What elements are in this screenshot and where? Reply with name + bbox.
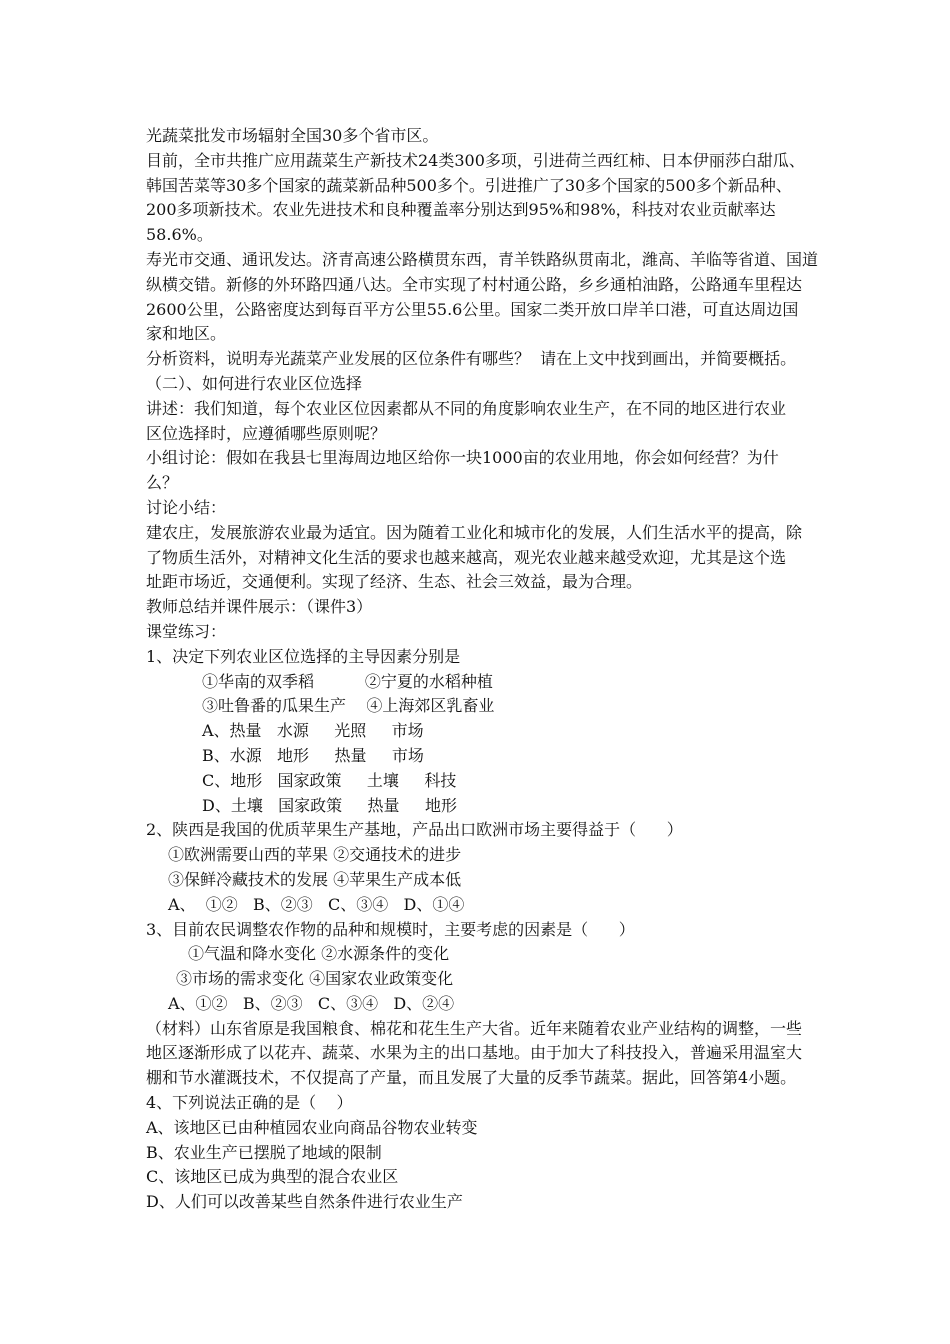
- text-line: 教师总结并课件展示：（课件3）: [146, 597, 373, 617]
- text-line: A、热量 水源 光照 市场: [202, 721, 424, 741]
- text-line: 4、下列说法正确的是（ ）: [146, 1093, 353, 1113]
- text-line: A、该地区已由种植园农业向商品谷物农业转变: [146, 1117, 478, 1137]
- text-line: 58.6%。: [146, 225, 213, 245]
- text-line: 地区逐渐形成了以花卉、蔬菜、水果为主的出口基地。由于加大了科技投入，普遍采用温室大: [146, 1043, 803, 1063]
- text-line: 小组讨论：假如在我县七里海周边地区给你一块1000亩的农业用地，你会如何经营？为什: [146, 448, 779, 468]
- text-line: 目前，全市共推广应用蔬菜生产新技术24类300多项，引进荷兰西红柿、日本伊丽莎白甜瓜、: [146, 150, 805, 170]
- text-line: ③保鲜冷藏技术的发展 ④苹果生产成本低: [168, 869, 462, 889]
- text-line: 2、陕西是我国的优质苹果生产基地，产品出口欧洲市场主要得益于（ ）: [146, 820, 683, 840]
- text-line: 么？: [146, 473, 179, 493]
- text-line: B、水源 地形 热量 市场: [202, 745, 424, 765]
- text-line: ①欧洲需要山西的苹果 ②交通技术的进步: [168, 845, 462, 865]
- text-line: ①华南的双季稻 ②宁夏的水稻种植: [202, 671, 493, 691]
- text-line: D、人们可以改善某些自然条件进行农业生产: [146, 1192, 463, 1212]
- text-line: 讲述：我们知道，每个农业区位因素都从不同的角度影响农业生产，在不同的地区进行农业: [146, 398, 787, 418]
- text-line: 址距市场近，交通便利。实现了经济、生态、社会三效益，最为合理。: [146, 572, 643, 592]
- text-line: D、土壤 国家政策 热量 地形: [202, 795, 457, 815]
- text-line: C、地形 国家政策 土壤 科技: [202, 770, 457, 790]
- text-line: （二）、如何进行农业区位选择: [146, 373, 363, 393]
- text-line: 纵横交错。新修的外环路四通八达。全市实现了村村通公路，乡乡通柏油路，公路通车里程达: [146, 274, 803, 294]
- text-line: C、该地区已成为典型的混合农业区: [146, 1167, 399, 1187]
- text-line: 寿光市交通、通讯发达。济青高速公路横贯东西，青羊铁路纵贯南北，潍高、羊临等省道、国道: [146, 249, 819, 269]
- text-line: 了物质生活外，对精神文化生活的要求也越来越高，观光农业越来越受欢迎，尤其是这个选: [146, 547, 787, 567]
- text-line: ①气温和降水变化 ②水源条件的变化: [188, 944, 450, 964]
- text-line: 200多项新技术。农业先进技术和良种覆盖率分别达到95%和98%，科技对农业贡献率达: [146, 200, 776, 220]
- text-line: 讨论小结：: [146, 497, 227, 517]
- text-line: ③吐鲁番的瓜果生产 ④上海郊区乳畜业: [202, 696, 495, 716]
- text-line: 区位选择时，应遵循哪些原则呢？: [146, 423, 387, 443]
- text-line: （材料）山东省原是我国粮食、棉花和花生生产大省。近年来随着农业产业结构的调整，一些: [146, 1018, 803, 1038]
- text-line: 分析资料，说明寿光蔬菜产业发展的区位条件有哪些？ 请在上文中找到画出，并简要概括。: [146, 349, 797, 369]
- text-line: A、 ①② B、②③ C、③④ D、①④: [168, 894, 465, 914]
- text-line: ③市场的需求变化 ④国家农业政策变化: [176, 969, 454, 989]
- text-line: 韩国苦菜等30多个国家的蔬菜新品种500多个。引进推广了30多个国家的500多个新品种、: [146, 175, 792, 195]
- text-line: 棚和节水灌溉技术，不仅提高了产量，而且发展了大量的反季节蔬菜。据此，回答第4小题。: [146, 1068, 797, 1088]
- text-line: 1、决定下列农业区位选择的主导因素分别是: [146, 646, 461, 666]
- text-line: 3、目前农民调整农作物的品种和规模时，主要考虑的因素是（ ）: [146, 919, 635, 939]
- text-line: 2600公里，公路密度达到每百平方公里55.6公里。国家二类开放口岸羊口港，可直达周边国: [146, 299, 799, 319]
- document-body: [146, 124, 826, 1215]
- text-line: 光蔬菜批发市场辐射全国30多个省市区。: [146, 126, 439, 145]
- text-line: A、①② B、②③ C、③④ D、②④: [168, 993, 455, 1013]
- text-line: 课堂练习：: [146, 621, 227, 641]
- text-line: 家和地区。: [146, 324, 227, 344]
- text-line: 建农庄，发展旅游农业最为适宜。因为随着工业化和城市化的发展，人们生活水平的提高，除: [146, 522, 803, 542]
- text-line: B、农业生产已摆脱了地域的限制: [146, 1142, 382, 1162]
